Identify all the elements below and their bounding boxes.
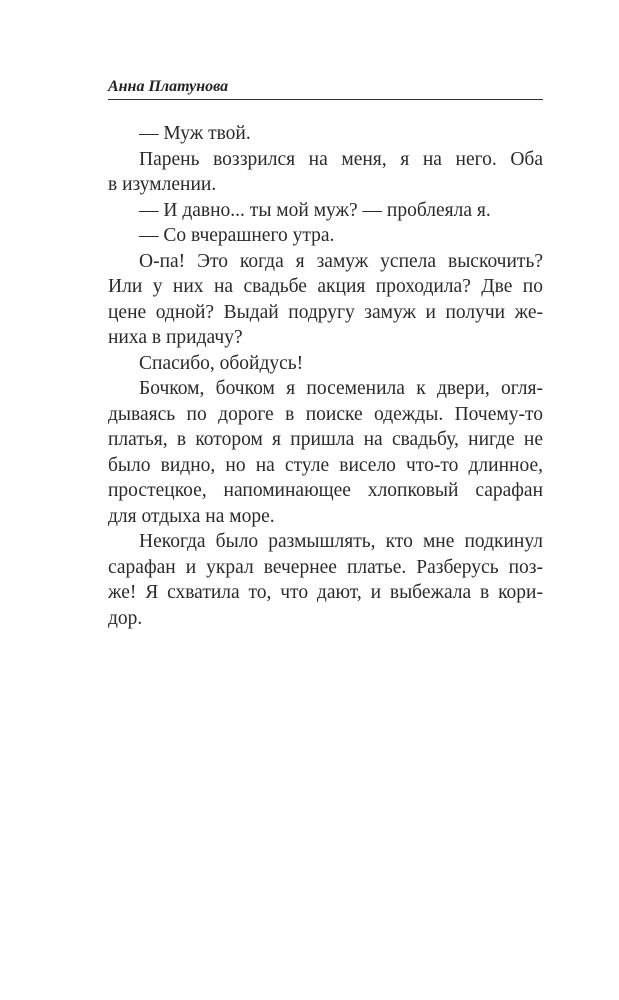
paragraph [108, 121, 543, 147]
paragraph [108, 249, 543, 351]
text-line: простецкое, напоминающее хлопковый сарафан [108, 480, 543, 501]
paragraph [108, 529, 543, 631]
text-line: же! Я схватила то, что дают, и выбежала в кори- [108, 582, 543, 603]
text-line: сарафан и украл вечернее платье. Разберусь поз- [108, 556, 543, 578]
text-line: ниха в придачу? [108, 327, 243, 348]
text-line: — И давно... ты мой муж? — проблеяла я. [139, 199, 491, 221]
text-line: Некогда было размышлять, кто мне подкинул [139, 531, 543, 552]
paragraph [108, 351, 543, 377]
paragraph [108, 147, 543, 198]
text-line: дор. [108, 607, 143, 629]
page-body-text [108, 121, 543, 631]
text-line: цене одной? Выдай подругу замуж и получи же- [108, 301, 543, 323]
text-line: — Со вчерашнего утра. [139, 225, 335, 246]
text-line: Парень воззрился на меня, я на него. Оба [139, 148, 543, 170]
text-line: в изумлении. [108, 174, 217, 195]
text-line: Или у них на свадьбе акция проходила? Две по [108, 276, 543, 297]
running-header [108, 76, 543, 100]
paragraph [108, 376, 543, 529]
text-line: Спасибо, обойдусь! [139, 352, 304, 374]
paragraph [108, 223, 543, 249]
text-line: Бочком, бочком я посеменила к двери, огля- [139, 378, 543, 399]
text-line: было видно, но на стуле висело что-то длинное, [108, 454, 543, 476]
text-line: для отдыха на море. [108, 505, 275, 527]
text-line: дываясь по дороге в поиске одежды. Почему-то [108, 403, 543, 425]
text-line: платья, в котором я пришла на свадьбу, нигде не [108, 429, 543, 450]
text-line: — Муж твой. [139, 123, 251, 144]
author-name: Анна Платунова [108, 78, 229, 95]
text-line: О-па! Это когда я замуж успела выскочить? [139, 250, 543, 272]
paragraph [108, 198, 543, 224]
